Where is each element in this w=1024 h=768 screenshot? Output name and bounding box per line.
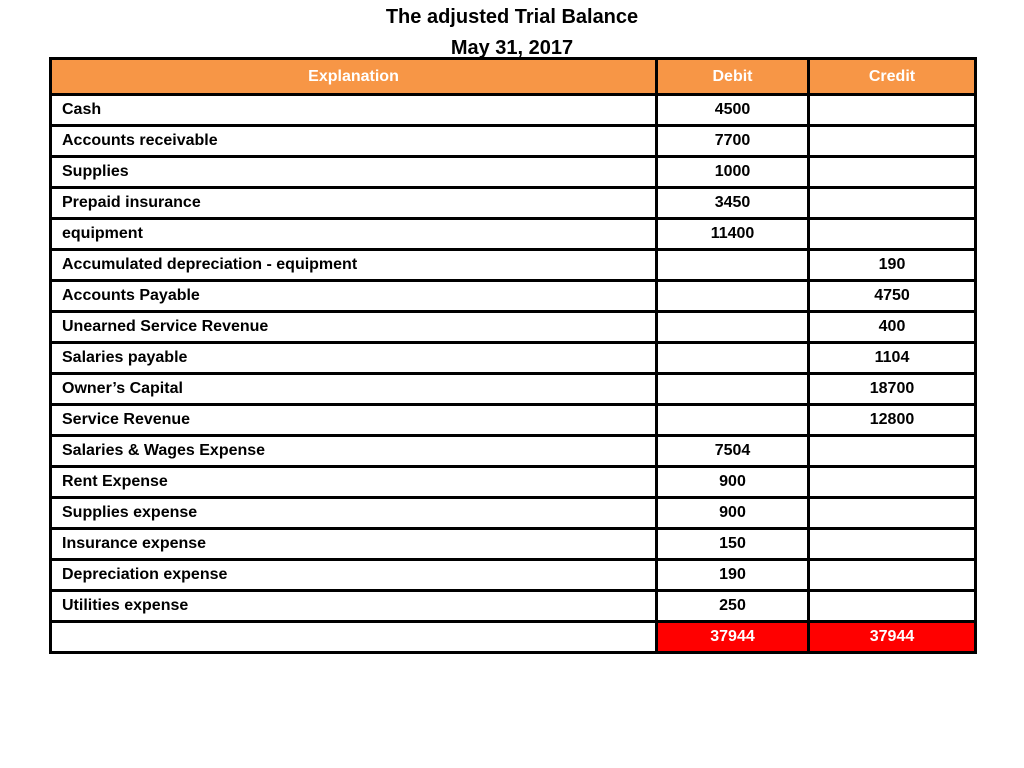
credit-amount: 12800 xyxy=(809,405,976,436)
credit-amount: 190 xyxy=(809,250,976,281)
table-row xyxy=(51,436,976,467)
table-row xyxy=(51,560,976,591)
header-credit: Credit xyxy=(809,59,976,95)
credit-amount xyxy=(809,529,976,560)
table-row xyxy=(51,157,976,188)
table-row xyxy=(51,188,976,219)
debit-amount xyxy=(657,281,809,312)
credit-amount xyxy=(809,95,976,126)
debit-amount: 250 xyxy=(657,591,809,622)
debit-amount: 1000 xyxy=(657,157,809,188)
credit-amount xyxy=(809,560,976,591)
account-name: Insurance expense xyxy=(51,529,657,560)
table-row xyxy=(51,343,976,374)
debit-amount: 3450 xyxy=(657,188,809,219)
account-name: Rent Expense xyxy=(51,467,657,498)
table-row xyxy=(51,219,976,250)
account-name: Prepaid insurance xyxy=(51,188,657,219)
credit-amount xyxy=(809,219,976,250)
credit-amount xyxy=(809,498,976,529)
total-credit: 37944 xyxy=(809,622,976,653)
credit-amount: 18700 xyxy=(809,374,976,405)
debit-amount: 7504 xyxy=(657,436,809,467)
table-row xyxy=(51,529,976,560)
debit-amount: 7700 xyxy=(657,126,809,157)
debit-amount: 11400 xyxy=(657,219,809,250)
table-row xyxy=(51,312,976,343)
credit-amount: 400 xyxy=(809,312,976,343)
debit-amount: 900 xyxy=(657,498,809,529)
table-row xyxy=(51,126,976,157)
table-row xyxy=(51,95,976,126)
account-name: Unearned Service Revenue xyxy=(51,312,657,343)
debit-amount xyxy=(657,250,809,281)
debit-amount xyxy=(657,374,809,405)
trial-balance-table xyxy=(49,57,977,654)
table-row xyxy=(51,467,976,498)
account-name: Supplies xyxy=(51,157,657,188)
credit-amount xyxy=(809,188,976,219)
debit-amount: 4500 xyxy=(657,95,809,126)
credit-amount xyxy=(809,126,976,157)
header-debit: Debit xyxy=(657,59,809,95)
credit-amount xyxy=(809,591,976,622)
totals-label xyxy=(51,622,657,653)
table-row xyxy=(51,591,976,622)
credit-amount: 1104 xyxy=(809,343,976,374)
account-name: equipment xyxy=(51,219,657,250)
table-row xyxy=(51,498,976,529)
debit-amount: 190 xyxy=(657,560,809,591)
table-body xyxy=(51,95,976,653)
account-name: Salaries & Wages Expense xyxy=(51,436,657,467)
credit-amount: 4750 xyxy=(809,281,976,312)
table-row xyxy=(51,374,976,405)
document-date: May 31, 2017 xyxy=(450,37,574,59)
document-title: The adjusted Trial Balance xyxy=(385,6,639,28)
total-debit: 37944 xyxy=(657,622,809,653)
table-row xyxy=(51,281,976,312)
account-name: Utilities expense xyxy=(51,591,657,622)
credit-amount xyxy=(809,157,976,188)
account-name: Service Revenue xyxy=(51,405,657,436)
credit-amount xyxy=(809,436,976,467)
debit-amount: 150 xyxy=(657,529,809,560)
account-name: Supplies expense xyxy=(51,498,657,529)
debit-amount: 900 xyxy=(657,467,809,498)
account-name: Accumulated depreciation - equipment xyxy=(51,250,657,281)
header-row xyxy=(51,59,976,95)
account-name: Accounts receivable xyxy=(51,126,657,157)
debit-amount xyxy=(657,343,809,374)
account-name: Depreciation expense xyxy=(51,560,657,591)
table-row xyxy=(51,405,976,436)
title-block xyxy=(0,2,1024,64)
table-row xyxy=(51,250,976,281)
account-name: Salaries payable xyxy=(51,343,657,374)
credit-amount xyxy=(809,467,976,498)
account-name: Accounts Payable xyxy=(51,281,657,312)
debit-amount xyxy=(657,312,809,343)
account-name: Owner’s Capital xyxy=(51,374,657,405)
totals-row xyxy=(51,622,976,653)
debit-amount xyxy=(657,405,809,436)
account-name: Cash xyxy=(51,95,657,126)
header-explanation: Explanation xyxy=(51,59,657,95)
